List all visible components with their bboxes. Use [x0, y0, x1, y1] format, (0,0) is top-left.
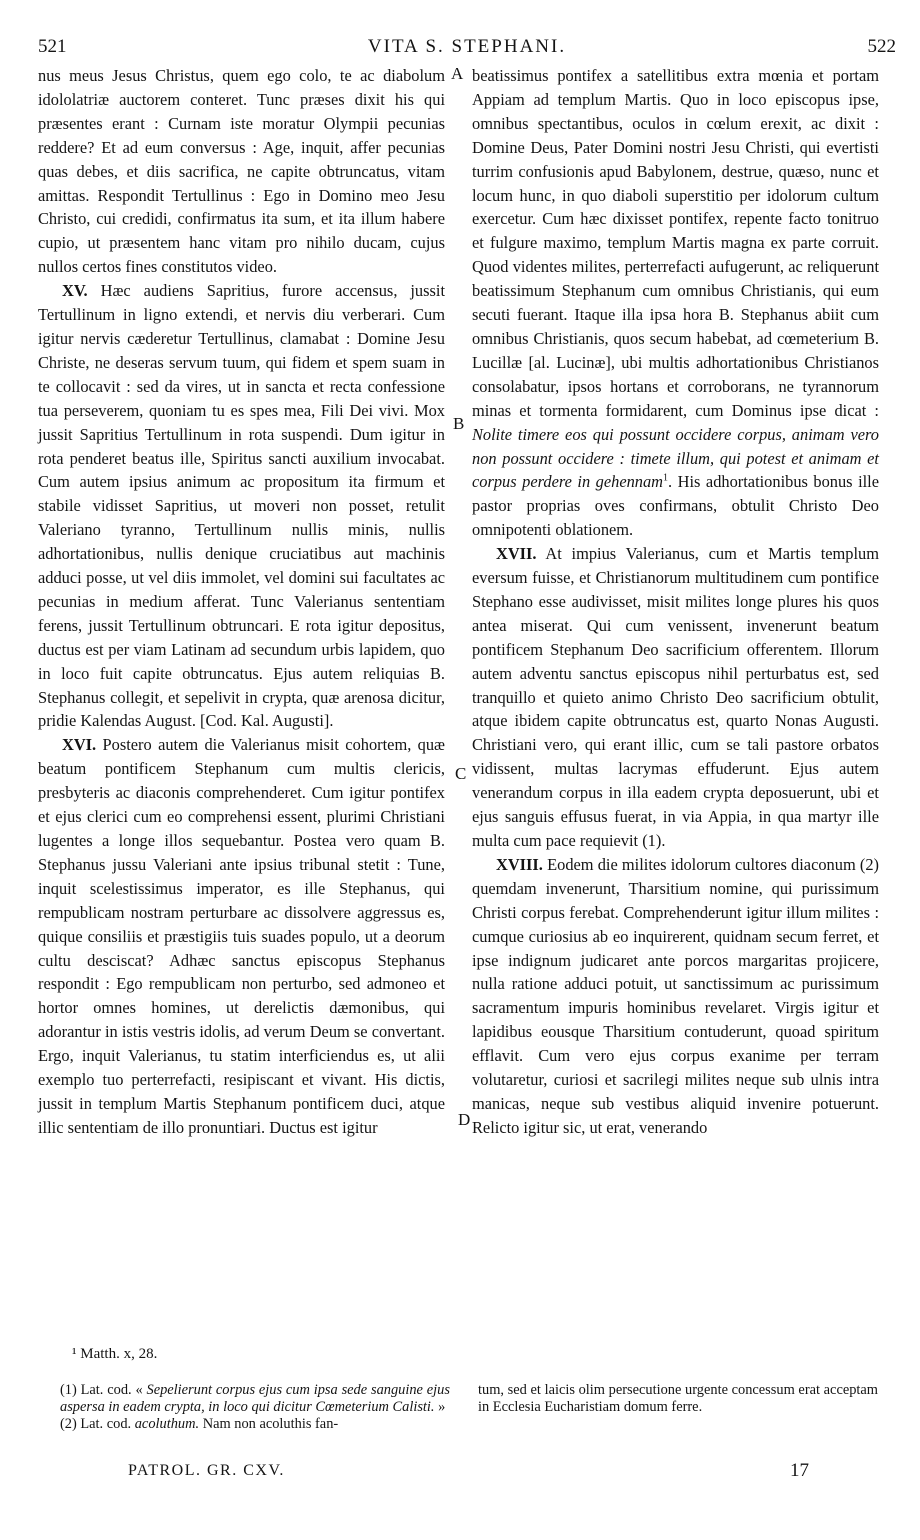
paragraph-text-end: . His adhortationibus bonus ille pastor proprias oves confirmans, obtulit Christo Deo omnipotenti oblationem.: [472, 472, 880, 540]
sheet-number: 17: [790, 1460, 809, 1481]
page-number-right: 522: [867, 36, 896, 57]
scripture-quote: Nolite timere eos qui possunt occidere corpus, animam vero non possunt occidere : timete illum, qui potest et animam et corpus perdere in gehennam: [472, 424, 879, 492]
note-2-lead: (2) Lat. cod.: [60, 1416, 132, 1432]
margin-letter-c: C: [455, 764, 467, 783]
left-paragraph-1: nus meus Jesus Christus, quem ego colo, te ac diabolum idololatriæ auctorem conteret. Tunc præses dixit his qui præsentes erant : Curnam iste moratur Olympii pecunias reddere? Et ad eum conversus : Age, inquit, affer pecunias quas debes, et diis sacrifica, ne capite obtruncatus, vitam amittas. Respondit Tertullinus : Ego in Domino meo Jesu Christo, cui credidi, confirmatus ita sum, et ita illum habere cupio, ut præsentem hanc vitam pro nihilo ducam, cujus nullos certos fines constitutos video.: [38, 66, 445, 277]
section-text: Eodem die milites idolorum cultores diaconum (2) quemdam invenerunt, Tharsitium nomine, qui purissimum Christi corpus ferebat. Comprehenderunt igitur illum milites : cumque curiosius ab eo inquirerent, quidnam secum ferret, et ipse indignum judicaret ante porcos margaritas projicere, nulla ratione adduci potuit, ut sanctissimum ac purissimum sacramentum impuris hominibus revelaret. Virgis igitur et lapidibus eousque Tharsitium contuderunt, quoad spiritum efflavit. Cum vero ejus corpus exanime per terram volutaretur, curiosi et sacrilegi milites neque sub ulnis intra manicas, neque sub vestibus aliquid invenire potuerunt. Relicto igitur sic, ut erat, venerando: [472, 854, 879, 1137]
note-2-continued: tum, sed et laicis olim persecutione urgente concessum erat acceptam in Ecclesia Eucharistiam domum ferre.: [478, 1382, 878, 1415]
section-text: Postero autem die Valerianus misit cohortem, quæ beatum pontificem Stephanum cum multis clericis, presbyteris ac diaconis comprehenderet. Cum igitur pontifex et ejus clerici cum eo comprehensi essent, plurimi Christiani lugentes a longe illos sequebantur. Postea vero quam B. Stephanus jussu Valeriani ante ipsius tribunal stetit : Tune, inquit scelestissimus imperator, es ille Stephanus, qui rempublicam nostram perturbare ac dissolvere aggressus es, quique consiliis et præstigiis tuis suades populo, ut a deorum cultu desciscat? Adhæc sanctus episcopus Stephanus respondit : Ego rempublicam non perturbo, sed admoneo et hortor omnes homines, ut derelictis dæmonibus, qui adorantur in istis vestris idolis, ad verum Deum se convertant. Ergo, inquit Valerianus, tu statim interficiendus es, ut alii exemplo tuo perterrefacti, resipiscant et vivant. His dictis, jussit in templum Martis Stephanum pontificem duci, atque illic sententiam de illo pronuntiari. Ductus est igitur: [38, 735, 445, 1137]
section-number: XVII.: [496, 544, 537, 564]
notes-left: [60, 1382, 450, 1433]
margin-letter-d: D: [458, 1110, 471, 1129]
section-number: XVI.: [62, 735, 97, 755]
footnote-ref: 1: [663, 472, 669, 484]
note-2-text: Nam non acoluthis fan-: [202, 1416, 339, 1432]
section-number: XVIII.: [496, 854, 543, 874]
section-text: At impius Valerianus, cum et Martis templum eversum fuisse, et Christianorum multitudinem cum pontifice Stephano esse audivisset, misit milites longe plures his quos antea miserat. Qui cum venissent, invenerunt beatum pontificem Stephanum Deo sacrificium offerentem. Illorum autem adventu sanctus episcopus nihil perturbatus est, sed tranquillo et quieto animo Christo Deo sacrificium obtulit, atque ibidem capite obtruncatus est, quarto Nonas Augusti. Christiani vero, qui erant illic, cum se tali pastore orbatos vidissent, multas lacrymas effuderunt. Ejus autem venerandum corpus in illa eadem crypta deposuerunt, ubi et ejus sanguis effusus fuerat, in via Appia, in qua martyr ille multa cum pace requievit (1).: [472, 544, 879, 850]
paragraph-text: beatissimus pontifex a satellitibus extra mœnia et portam Appiam ad templum Martis. Quo in loco episcopus ipse, omnibus spectantibus, oculos in cœlum erexit, ac dixit : Domine Deus, Pater Domini nostri Jesu Christi, qui evertisti turrim confusionis apud Babylonem, destrue, quæso, nunc et locum hunc, in quo diaboli superstitio per idolorum cultum exercetur. Cum hæc dixisset pontifex, repente facto tonitruo et fulgure maximo, templum Martis magna ex parte corruit. Quod videntes milites, perterrefacti aufugerunt, ac reliquerunt beatissimum Stephanum cum omnibus Christianis, qui eum secuti fuerant. Itaque illa ipsa hora B. Stephanus abiit cum omnibus Christianis, quos secum habebat, ad cœmeterium B. Lucillæ [al. Lucinæ], ubi multis adhortationibus Christianos consolabatur, ipsos hortans et corroborans, ne tyrannorum minas et tormenta formidarent, cum Dominus ipse dicat :: [472, 66, 879, 420]
note-1-lead: (1) Lat. cod. «: [60, 1382, 143, 1398]
notes-right: [478, 1382, 878, 1416]
signature-mark: PATROL. GR. CXV.: [128, 1462, 285, 1479]
note-1: [60, 1382, 450, 1416]
left-column: [38, 64, 445, 1140]
section-xviii: [472, 853, 879, 1140]
section-xvii: [472, 542, 879, 853]
running-title: VITA S. STEPHANI.: [367, 36, 567, 57]
running-header: [38, 36, 896, 64]
section-xv: [38, 279, 445, 733]
section-xvi: [38, 733, 445, 1139]
note-1-quote: Sepelierunt corpus ejus cum ipsa sede sanguine ejus aspersa in eadem crypta, in loco qui dicitur Cœmeterium Calisti.: [60, 1382, 450, 1415]
margin-letter-a: A: [451, 64, 464, 83]
scripture-footnote: ¹ Matth. x, 28.: [72, 1346, 158, 1362]
note-1-close: »: [438, 1399, 446, 1415]
note-2-term: acoluthum.: [134, 1416, 200, 1432]
note-2: [60, 1416, 450, 1433]
section-number: XV.: [62, 281, 88, 301]
right-column: [472, 64, 879, 1140]
right-paragraph-1: [472, 64, 879, 542]
margin-letter-b: B: [453, 414, 465, 433]
page-number-left: 521: [38, 36, 67, 57]
section-text: Hæc audiens Sapritius, furore accensus, jussit Tertullinum in ligno extendi, et nervis diu verberari. Cum igitur nervis cæderetur Tertullinus, clamabat : Domine Jesu Christe, ne deseras servum tuum, qui fidem et spem suam in te collocavit : sed da vires, ut in sancta et recta confessione tua perseverem, quoniam tu es spes mea, Fili Dei vivi. Mox jussit Sapritius Tertullinum in rota suspendi. Dum igitur in rota penderet beatus ille, Spiritus sancti auxilium invocabat. Cum autem ipsius animum ac propositum ita firmum et stabile vidisset Sapritius, ut moveri non posset, retulit Valeriano tyranno, Tertullinum nullis minis, nullis adhortationibus, nullis denique cruciatibus aut machinis adduci posse, ut vel diis immolet, vel domini sui facultates ac pecunias in medium afferat. Tunc Valerianus sententiam ferens, jussit Tertullinum obtruncari. E rota igitur depositus, ductus est per viam Latinam ad secundum urbis lapidem, quo in loco fuit capite obtruncatus. Ejus autem reliquias B. Stephanus collegit, et sepelivit in crypta, quæ arenosa dicitur, pridie Kalendas August. [Cod. Kal. Augusti].: [38, 281, 445, 731]
